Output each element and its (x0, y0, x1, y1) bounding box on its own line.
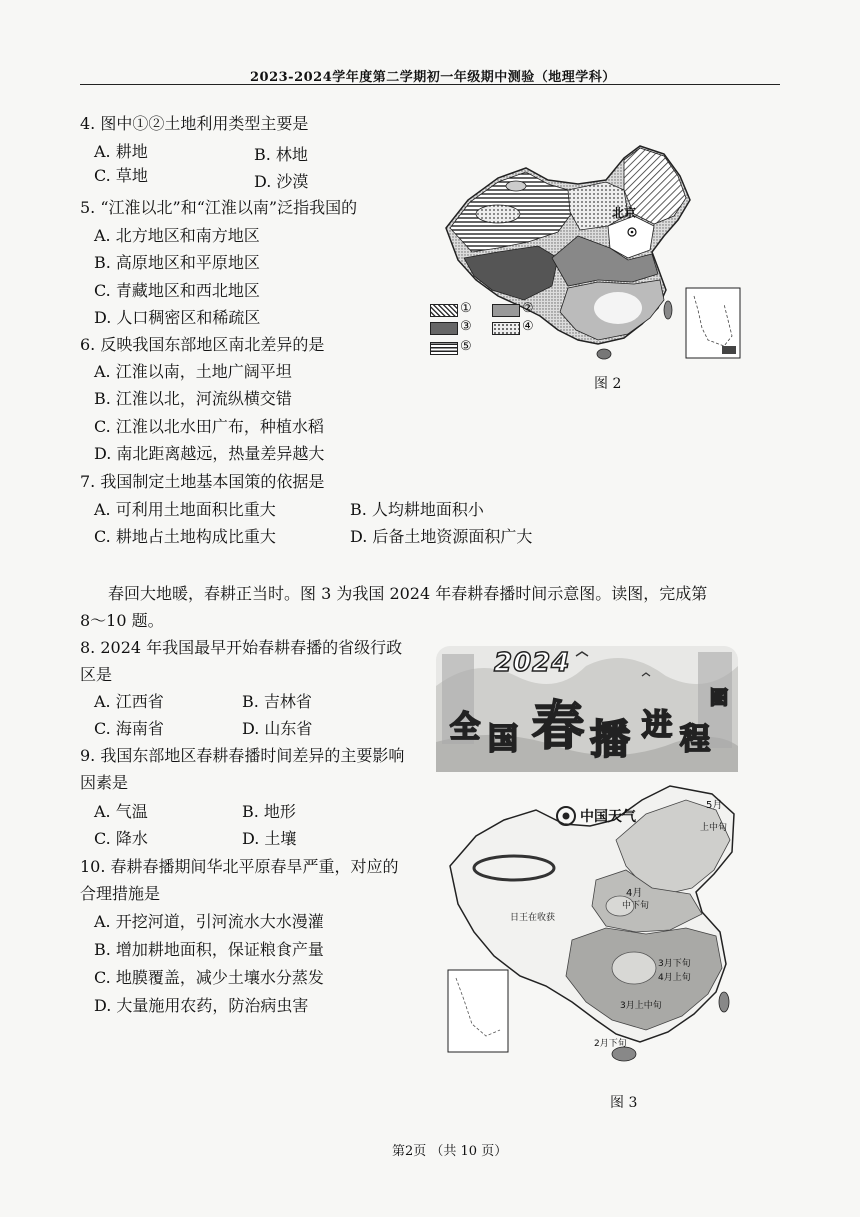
q9-option-a: A. 气温 (94, 802, 148, 821)
q7-stem: 7. 我国制定土地基本国策的依据是 (80, 472, 325, 491)
legend-label-5: ⑤ (460, 339, 472, 354)
banner-char-1: 全 (450, 710, 480, 745)
q10-option-c: C. 地膜覆盖，减少土壤水分蒸发 (94, 968, 324, 987)
legend-label-3: ③ (460, 319, 472, 334)
q7-option-a: A. 可利用土地面积比重大 (94, 500, 276, 519)
banner-char-6: 程 (680, 722, 710, 757)
legend-label-4: ④ (522, 319, 534, 334)
q4-stem: 4. 图中①②土地利用类型主要是 (80, 114, 309, 133)
q7-option-d: D. 后备土地资源面积广大 (350, 527, 533, 546)
q10-option-b: B. 增加耕地面积，保证粮食产量 (94, 940, 324, 959)
label-april-early: 4月上旬 (658, 973, 691, 983)
q10-stem-line-1: 10. 春耕春播期间华北平原春旱严重，对应的 (80, 857, 399, 876)
zone-south-light (612, 952, 656, 984)
figure-3-map (446, 780, 738, 1070)
taiwan-fig3 (719, 992, 729, 1012)
region-south-white (594, 292, 642, 324)
q9-stem-line-1: 9. 我国东部地区春耕春播时间差异的主要影响 (80, 746, 405, 765)
taiwan-island (664, 301, 672, 319)
q8-option-a: A. 江西省 (94, 692, 164, 711)
q10-option-a: A. 开挖河道，引河流水大水漫灌 (94, 912, 324, 931)
label-march-late: 3月下旬 (658, 959, 691, 969)
banner-char-4: 播 (590, 717, 630, 763)
legend-swatch-1 (430, 304, 458, 317)
q6-option-b: B. 江淮以北，河流纵横交错 (94, 389, 292, 408)
q10-stem-line-2: 合理措施是 (80, 884, 161, 903)
figure-2-map (428, 140, 748, 365)
q10-option-d: D. 大量施用农药，防治病虫害 (94, 996, 309, 1015)
q7-option-b: B. 人均耕地面积小 (350, 500, 484, 519)
exam-header: 2023-2024学年度第二学期初一年级期中测验（地理学科） (250, 70, 616, 85)
label-harvest: 日王在收获 (510, 913, 556, 923)
q8-option-d: D. 山东省 (242, 719, 313, 738)
q9-stem-line-2: 因素是 (80, 773, 129, 792)
q4-option-a: A. 耕地 (94, 142, 148, 161)
figure-3-caption: 图 3 (610, 1095, 638, 1111)
label-february-late: 2月下旬 (594, 1039, 627, 1049)
region-basin (476, 205, 520, 223)
q5-option-d: D. 人口稠密区和稀疏区 (94, 308, 261, 327)
legend-label-2: ② (522, 301, 534, 316)
weather-brand-label: 中国天气 (580, 809, 636, 825)
label-may: 5月 (706, 800, 723, 811)
q6-option-a: A. 江淮以南，土地广阔平坦 (94, 362, 292, 381)
intro-line-2: 8～10 题。 (80, 611, 164, 630)
page-footer: 第2页 （共 10 页） (392, 1144, 508, 1159)
q9-option-c: C. 降水 (94, 829, 148, 848)
q8-stem-line-1: 8. 2024 年我国最早开始春耕春播的省级行政 (80, 638, 403, 657)
q5-option-a: A. 北方地区和南方地区 (94, 226, 260, 245)
map-city-label-beijing: 北京 (612, 206, 637, 220)
q6-option-d: D. 南北距离越远，热量差异越大 (94, 444, 325, 463)
hainan-fig3 (612, 1047, 636, 1061)
q4-option-b: B. 林地 (254, 145, 308, 164)
label-may-period: 上中旬 (700, 823, 728, 833)
q5-option-b: B. 高原地区和平原地区 (94, 253, 260, 272)
banner-year: 2024 (494, 648, 571, 678)
q7-option-c: C. 耕地占土地构成比重大 (94, 527, 276, 546)
region-basin-north (506, 181, 526, 191)
legend-swatch-3 (430, 322, 458, 335)
q9-option-d: D. 土壤 (242, 829, 297, 848)
legend-label-1: ① (460, 301, 472, 316)
hainan-island (597, 349, 611, 359)
banner-char-2: 国 (488, 722, 518, 757)
legend-swatch-2 (492, 304, 520, 317)
legend-swatch-4 (492, 322, 520, 335)
banner-char-7: 图 (710, 688, 728, 709)
banner-char-5: 进 (642, 708, 672, 743)
q8-option-c: C. 海南省 (94, 719, 164, 738)
intro-line-1: 春回大地暖，春耕正当时。图 3 为我国 2024 年春耕春播时间示意图。读图，完成第 (108, 584, 708, 603)
label-march-early: 3月上中旬 (620, 1001, 662, 1011)
q4-option-c: C. 草地 (94, 166, 148, 185)
banner-title (442, 684, 734, 763)
q6-stem: 6. 反映我国东部地区南北差异的是 (80, 335, 325, 354)
q5-option-c: C. 青藏地区和西北地区 (94, 281, 260, 300)
label-april: 4月 (626, 888, 643, 899)
inset-fig3 (448, 970, 508, 1052)
q6-option-c: C. 江淮以北水田广布，种植水稻 (94, 417, 324, 436)
legend-swatch-5 (430, 342, 458, 355)
banner-char-3: 春 (532, 697, 585, 757)
label-april-period: 中下旬 (622, 901, 650, 911)
figure-2-caption: 图 2 (594, 376, 622, 392)
q4-option-d: D. 沙漠 (254, 172, 309, 191)
q5-stem: 5. “江淮以北”和“江淮以南”泛指我国的 (80, 198, 358, 217)
header-rule (80, 84, 780, 85)
q8-option-b: B. 吉林省 (242, 692, 312, 711)
q9-option-b: B. 地形 (242, 802, 296, 821)
q8-stem-line-2: 区是 (80, 665, 113, 684)
figure-3-banner (436, 646, 738, 772)
